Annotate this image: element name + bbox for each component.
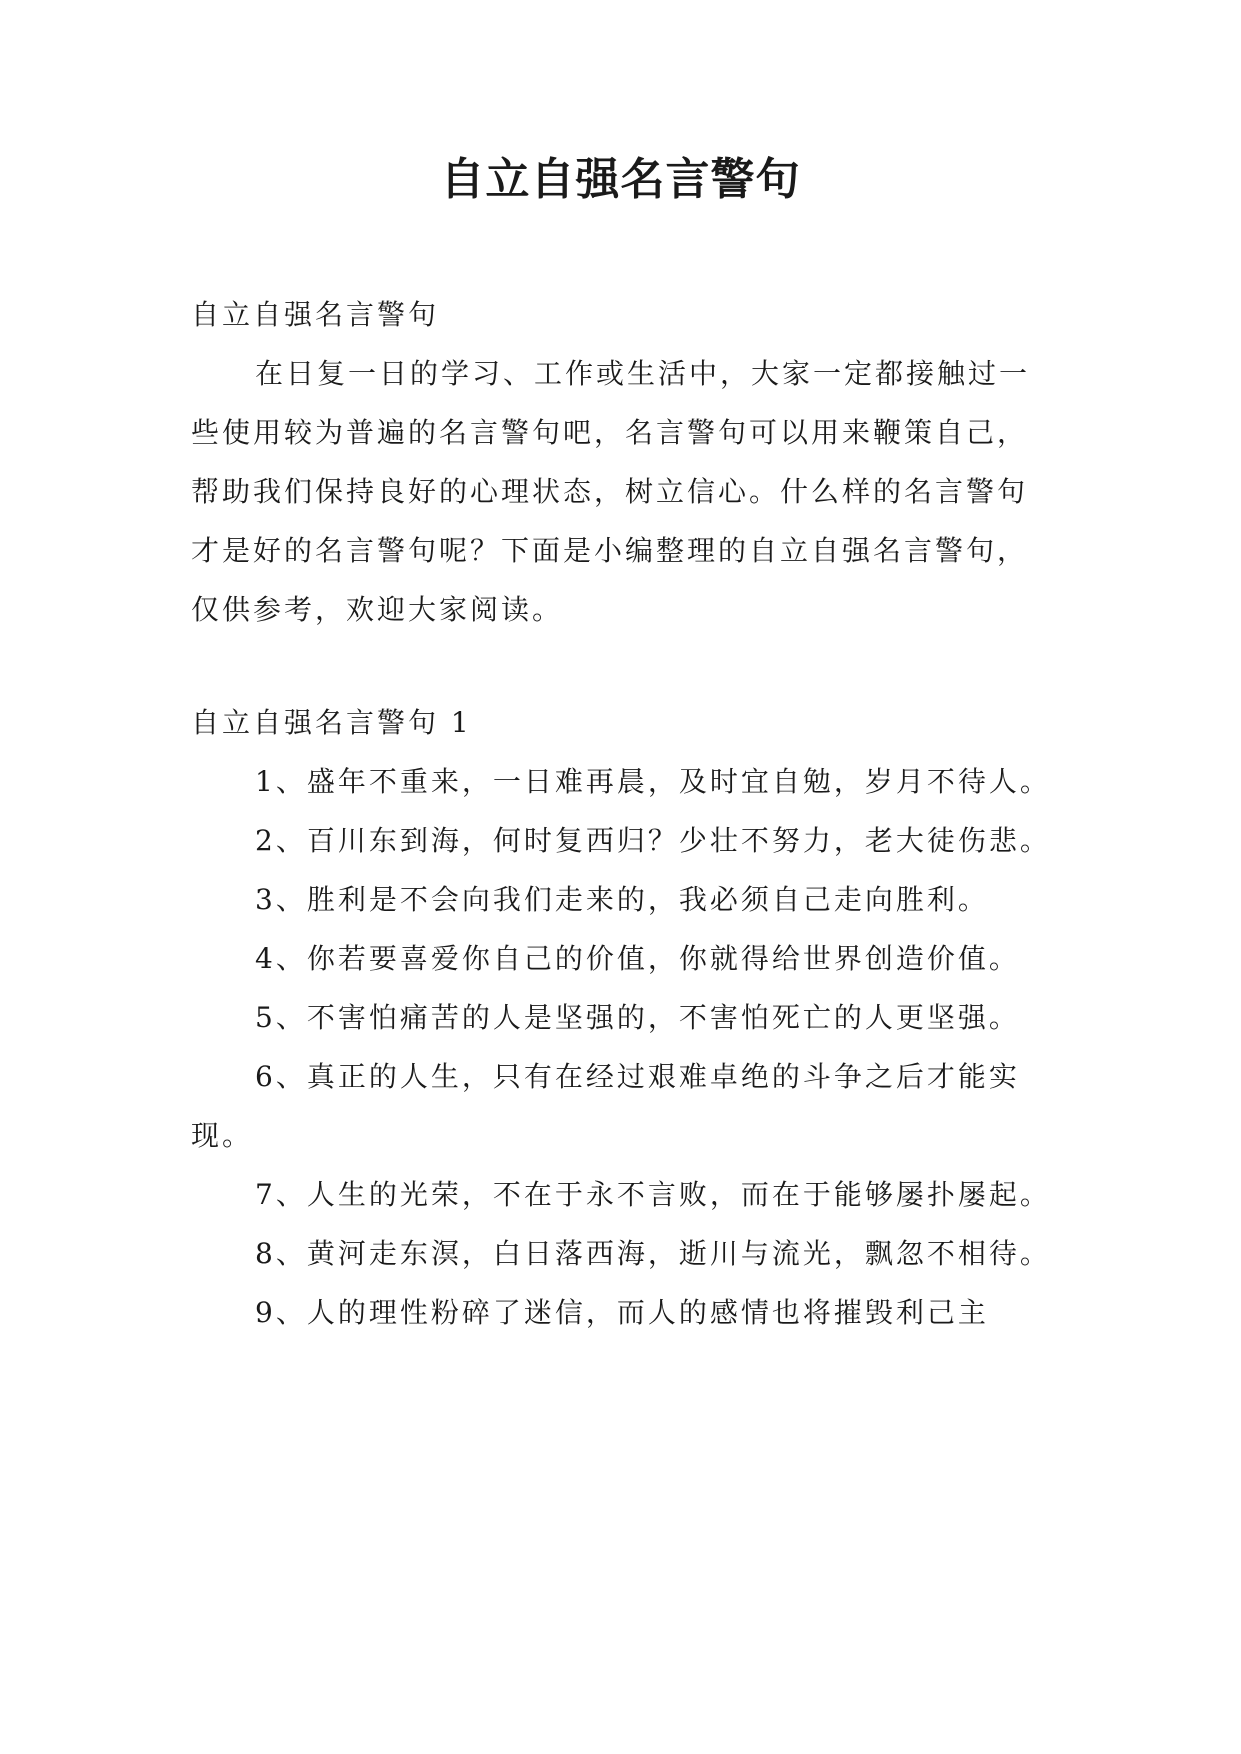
intro-heading: 自立自强名言警句 — [191, 298, 440, 331]
quote-item: 4、你若要喜爱你自己的价值，你就得给世界创造价值。 — [255, 942, 1020, 975]
section-heading: 自立自强名言警句 1 — [191, 706, 472, 739]
intro-paragraph: 在日复一日的学习、工作或生活中，大家一定都接触过一些使用较为普遍的名言警句吧，名言警句可以用来鞭策自己，帮助我们保持良好的心理状态，树立信心。什么样的名言警句才是好的名言警句呢？下面是小编整理的自立自强名言警句，仅供参考，欢迎大家阅读。 — [191, 357, 1031, 626]
quote-item: 7、人生的光荣，不在于永不言败，而在于能够屡扑屡起。 — [255, 1178, 1051, 1211]
quote-item: 5、不害怕痛苦的人是坚强的，不害怕死亡的人更坚强。 — [255, 1001, 1020, 1034]
quote-item: 8、黄河走东溟，白日落西海，逝川与流光，飘忽不相待。 — [255, 1237, 1051, 1270]
quote-item: 9、人的理性粉碎了迷信，而人的感情也将摧毁利己主 — [255, 1296, 989, 1329]
quote-item: 1、盛年不重来，一日难再晨，及时宜自勉，岁月不待人。 — [255, 765, 1051, 798]
quote-item: 6、真正的人生，只有在经过艰难卓绝的斗争之后才能实现。 — [191, 1060, 1020, 1152]
section-spacer — [191, 639, 1051, 693]
quote-item: 3、胜利是不会向我们走来的，我必须自己走向胜利。 — [255, 883, 989, 916]
document-title: 自立自强名言警句 — [440, 154, 801, 205]
document-body — [191, 285, 1051, 1342]
quote-item: 2、百川东到海，何时复西归？少壮不努力，老大徒伤悲。 — [255, 824, 1051, 857]
